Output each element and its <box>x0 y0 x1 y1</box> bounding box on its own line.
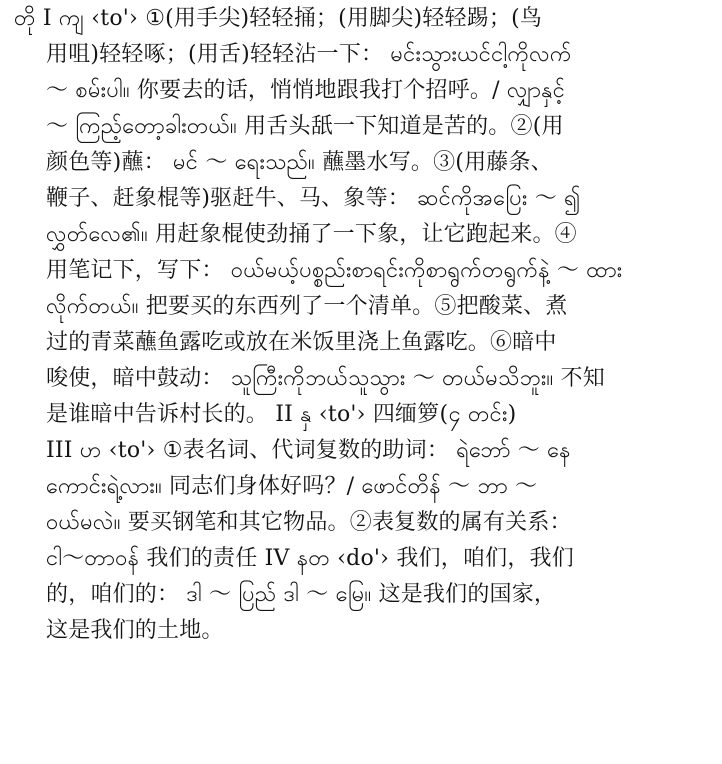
entry-line-12: 是谁暗中告诉村长的。 II နှ ‹to'› 四缅箩(၄ တင်း) <box>46 402 517 427</box>
entry-line-7: လွှတ်လေ၏။ 用赶象棍使劲捅了一下象，让它跑起来。④ <box>46 222 577 247</box>
entry-line-13: III ဟ ‹to'› ①表名词、代词复数的助词： ရဲဘော် ～ နေ <box>46 438 571 463</box>
entry-line-2: 用咀)轻轻啄；(用舌)轻轻沾一下： မင်းသွားယင်ငါ့ကိုလက် <box>46 42 572 67</box>
entry-line-5: 颜色等)蘸： မင် ～ ရေးသည်။ 蘸墨水写。③(用藤条、 <box>46 150 553 175</box>
entry-line-18: 这是我们的土地。 <box>46 618 224 643</box>
entry-line-16: ငါ～တာဝန် 我们的责任 IV နတ ‹do'› 我们，咱们，我们 <box>46 546 574 571</box>
entry-line-10: 过的青菜蘸鱼露吃或放在米饭里浇上鱼露吃。⑥暗中 <box>46 330 557 355</box>
entry-line-8: 用笔记下，写下： ဝယ်မယ့်ပစ္စည်းစာရင်းကိုစာရွက်တရွက်နဲ့ ～ ထား <box>46 258 623 283</box>
entry-line-4: ～ ကြည့်တော့ခါးတယ်။ 用舌头舐一下知道是苦的。②(用 <box>46 114 564 139</box>
entry-line-17: 的，咱们的： ဒါ ～ ပြည် ဒါ ～ မြေ။ 这是我们的国家， <box>46 582 557 607</box>
entry-line-14: ကောင်းရဲ့လား။ 同志们身体好吗？/ ဖောင်တိန် ～ ဘာ ～ <box>46 474 538 499</box>
entry-line-9: လိုက်တယ်။ 把要买的东西列了一个清单。⑤把酸菜、煮 <box>46 294 568 319</box>
entry-line-1: တို I ကျ ‹to'› ①(用手尖)轻轻捅；(用脚尖)轻轻踢；(鸟 <box>14 6 543 31</box>
entry-line-6: 鞭子、赶象棍等)驱赶牛、马、象等： ဆင်ကိုအပြေး ～ ၍ <box>46 186 581 211</box>
entry-line-11: 唆使，暗中鼓动： သူကြီးကိုဘယ်သူသွား ～ တယ်မသိဘူး။ 不知 <box>46 366 605 391</box>
entry-line-15: ဝယ်မလဲ။ 要买钢笔和其它物品。②表复数的属有关系： <box>46 510 572 535</box>
entry-line-3: ～ စမ်းပါ။ 你要去的话，悄悄地跟我打个招呼。/ လျှာနှင့် <box>46 78 566 103</box>
